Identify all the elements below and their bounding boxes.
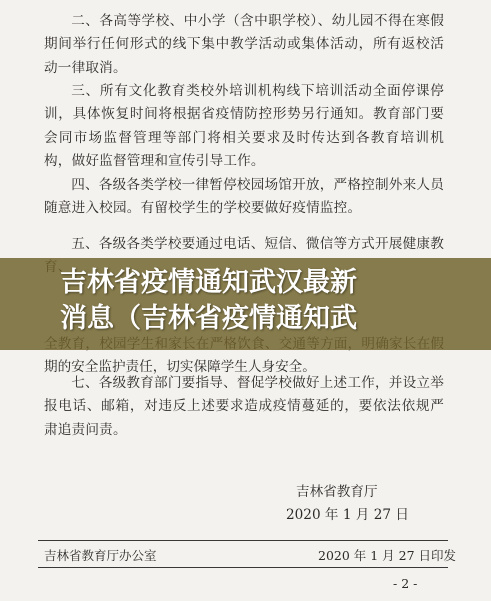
headline-line-1: 吉林省疫情通知武汉最新 — [60, 267, 357, 298]
paragraph-4: 四、各级各类学校一律暂停校园场馆开放，严格控制外来人员随意进入校园。有留校学生的学校要做好疫情监控。 — [44, 177, 444, 217]
signature-date: 2020 年 1 月 27 日 — [286, 507, 409, 523]
paragraph-2: 二、各高等学校、中小学（含中职学校）、幼儿园不得在寒假期间举行任何形式的线下集中教学活动或集体活动，所有返校活动一律取消。 — [44, 13, 444, 76]
paragraph-5: 五、各级各类学校要通过电话、短信、微信等方式开展健康教 — [71, 236, 444, 252]
footer-office: 吉林省教育厅办公室 — [44, 548, 157, 563]
paragraph-6-tail: 期的安全监护责任，切实保障学生人身安全。 — [44, 359, 316, 376]
footer-rule-top — [38, 540, 448, 541]
paragraph-7: 七、各级教育部门要指导、督促学校做好上述工作，并设立举报电话、邮箱，对违反上述要求造成疫情蔓延的，要依法依规严肃追责问责。 — [44, 375, 444, 438]
page-number: - 2 - — [393, 576, 418, 591]
paragraph-3: 三、所有文化教育类校外培训机构线下培训活动全面停课停训，具体恢复时间将根据省疫情防控形势另行通知。教育部门要会同市场监督管理等部门将相关要求及时传达到各教育培训机构，做好监督管理和宣传引导工作。 — [44, 83, 444, 170]
footer-rule-bottom — [38, 567, 448, 568]
footer-issue-date: 2020 年 1 月 27 日印发 — [318, 548, 457, 563]
signature-org: 吉林省教育厅 — [296, 484, 378, 500]
headline-line-2: 消息（吉林省疫情通知武 — [60, 303, 357, 334]
